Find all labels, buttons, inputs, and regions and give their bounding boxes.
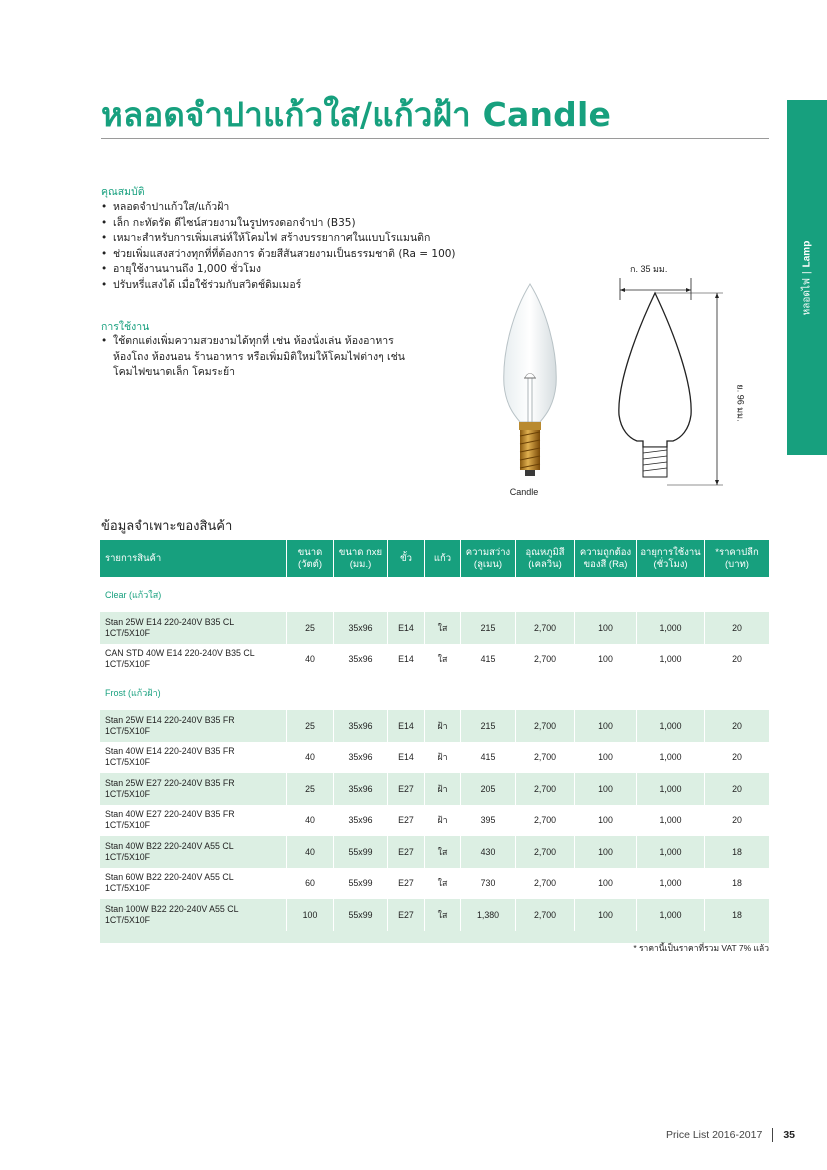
table-header-row [100, 540, 769, 577]
header-product: รายการสินค้า [100, 540, 287, 577]
cell-glass: ฝ้า [425, 773, 461, 805]
cell-base: E14 [388, 710, 425, 742]
usage-item: • ใช้ตกแต่งเพิ่มความสวยงามได้ทุกที่ เช่น ห้องนั่งเล่น ห้องอาหาร ห้องโถง ห้องนอน ร้านอาหาร หรือเพิ่มมิติใหม่ให้โคมไฟต่างๆ เช่น โคมไฟขนาดเล็ก โคมระย้า [101, 334, 406, 381]
side-tab-label-en: Lamp [801, 240, 813, 267]
cell-kelvin: 2,700 [516, 773, 575, 805]
group-label: Frost (แก้วฝ้า) [100, 675, 769, 710]
product-name-line2: 1CT/5X10F [105, 851, 150, 862]
product-name-line1: Stan 40W E27 220-240V B35 FR [105, 809, 235, 820]
bulb-caption: Candle [509, 487, 539, 497]
cell-watt: 40 [287, 644, 334, 676]
cell-lumen: 730 [461, 868, 516, 900]
product-name-line2: 1CT/5X10F [105, 627, 150, 638]
cell-ra: 100 [575, 773, 637, 805]
cell-kelvin: 2,700 [516, 612, 575, 644]
cell-watt: 60 [287, 868, 334, 900]
title-divider [101, 138, 769, 139]
product-name [100, 805, 287, 837]
product-name-line1: Stan 100W B22 220-240V A55 CL [105, 903, 239, 914]
header-lumen: ความสว่าง (ลูเมน) [461, 540, 516, 577]
cell-base: E27 [388, 899, 425, 931]
cell-ra: 100 [575, 805, 637, 837]
cell-life: 1,000 [637, 899, 705, 931]
cell-price: 20 [732, 752, 742, 763]
cell-watt: 25 [287, 773, 334, 805]
vat-footnote: * ราคานี้เป็นราคาที่รวม VAT 7% แล้ว [633, 943, 769, 953]
table-row [100, 899, 769, 931]
cell-price: 18 [705, 899, 769, 931]
cell-price: 20 [705, 612, 769, 644]
page-title: หลอดจำปาแก้วใส/แก้วฝ้า Candle [101, 95, 612, 134]
cell-base: E14 [388, 612, 425, 644]
cell-kelvin: 2,700 [516, 644, 575, 676]
cell-ra: 100 [575, 710, 637, 742]
product-name-line1: Stan 25W E14 220-240V B35 CL [105, 616, 235, 627]
cell-size: 35x96 [334, 773, 388, 805]
cell-life: 1,000 [637, 644, 705, 676]
cell-lumen: 430 [461, 836, 516, 868]
dimension-drawing [605, 255, 735, 495]
cell-kelvin: 2,700 [516, 899, 575, 931]
cell-watt: 40 [287, 836, 334, 868]
header-glass: แก้ว [425, 540, 461, 577]
cell-base: E14 [388, 742, 425, 774]
cell-base: E27 [388, 805, 425, 837]
cell-life: 1,000 [637, 868, 705, 900]
cell-ra: 100 [575, 742, 637, 774]
table-row [100, 868, 769, 900]
spec-title: ข้อมูลจำเพาะของสินค้า [101, 519, 233, 534]
cell-kelvin: 2,700 [516, 742, 575, 774]
product-name-line2: 1CT/5X10F [105, 757, 150, 768]
table-row [100, 773, 769, 805]
cell-ra: 100 [575, 836, 637, 868]
table-body [100, 577, 769, 943]
product-name [100, 742, 287, 774]
cell-glass: ฝ้า [425, 805, 461, 837]
cell-size: 35x96 [334, 612, 388, 644]
features-heading: คุณสมบัติ [101, 186, 145, 198]
cell-size: 35x96 [334, 710, 388, 742]
cell-lumen: 215 [461, 612, 516, 644]
feature-item: • ช่วยเพิ่มแสงสว่างทุกที่ที่ต้องการ ด้วยสีสันสวยงามเป็นธรรมชาติ (Ra = 100) [101, 247, 521, 263]
table-row [100, 805, 769, 837]
table-row [100, 836, 769, 868]
table-row [100, 742, 769, 774]
cell-life: 1,000 [637, 773, 705, 805]
cell-watt: 40 [287, 742, 334, 774]
cell-glass: ใส [425, 899, 461, 931]
product-name-line1: Stan 40W E14 220-240V B35 FR [105, 746, 235, 757]
cell-base: E27 [388, 836, 425, 868]
cell-glass: ใส [425, 868, 461, 900]
cell-base: E27 [388, 773, 425, 805]
header-watt: ขนาด (วัตต์) [287, 540, 334, 577]
table-group-row [100, 675, 769, 710]
cell-lumen: 395 [461, 805, 516, 837]
cell-kelvin: 2,700 [516, 710, 575, 742]
cell-life: 1,000 [637, 612, 705, 644]
cell-size: 55x99 [334, 899, 388, 931]
product-name-line1: CAN STD 40W E14 220-240V B35 CL [105, 648, 255, 659]
cell-price: 20 [732, 654, 742, 665]
cell-price: 20 [732, 815, 742, 826]
product-name-line2: 1CT/5X10F [105, 820, 150, 831]
cell-price: 18 [705, 836, 769, 868]
cell-kelvin: 2,700 [516, 836, 575, 868]
cell-life: 1,000 [637, 742, 705, 774]
header-life: อายุการใช้งาน (ชั่วโมง) [637, 540, 705, 577]
cell-kelvin: 2,700 [516, 868, 575, 900]
cell-lumen: 215 [461, 710, 516, 742]
height-dimension-label: ย. 96 มม. [735, 384, 746, 422]
cell-glass: ใส [425, 836, 461, 868]
usage-heading: การใช้งาน [101, 321, 150, 333]
cell-glass: ใส [425, 612, 461, 644]
cell-glass: ฝ้า [425, 742, 461, 774]
features-list [101, 200, 521, 293]
product-name [100, 836, 287, 868]
header-ra: ความถูกต้อง ของสี (Ra) [575, 540, 637, 577]
header-price: *ราคาปลีก (บาท) [705, 540, 769, 577]
cell-life: 1,000 [637, 805, 705, 837]
candle-bulb-photo [492, 280, 568, 480]
side-tab-label-th: หลอดไฟ [801, 277, 813, 315]
cell-life: 1,000 [637, 836, 705, 868]
product-name [100, 644, 287, 676]
cell-life: 1,000 [637, 710, 705, 742]
product-name-line2: 1CT/5X10F [105, 883, 150, 894]
cell-ra: 100 [575, 868, 637, 900]
cell-size: 55x99 [334, 836, 388, 868]
cell-price: 20 [705, 773, 769, 805]
product-name-line1: Stan 25W E27 220-240V B35 FR [105, 777, 235, 788]
cell-base: E27 [388, 868, 425, 900]
group-label: Clear (แก้วใส) [100, 577, 769, 612]
feature-item: • เหมาะสำหรับการเพิ่มเสน่ห์ให้โคมไฟ สร้างบรรยากาศในแบบโรแมนติก [101, 231, 521, 247]
product-name-line2: 1CT/5X10F [105, 659, 150, 670]
cell-kelvin: 2,700 [516, 805, 575, 837]
table-row [100, 612, 769, 644]
feature-item: • อายุใช้งานนานถึง 1,000 ชั่วโมง [101, 262, 521, 278]
cell-lumen: 415 [461, 742, 516, 774]
cell-lumen: 415 [461, 644, 516, 676]
footer-text: Price List 2016-2017 [666, 1129, 763, 1141]
header-base: ขั้ว [388, 540, 425, 577]
product-name-line1: Stan 60W B22 220-240V A55 CL [105, 872, 234, 883]
product-name [100, 868, 287, 900]
product-name-line2: 1CT/5X10F [105, 914, 150, 925]
spec-table [100, 540, 769, 943]
cell-watt: 40 [287, 805, 334, 837]
feature-item: • ปรับหรี่แสงได้ เมื่อใช้ร่วมกับสวิตช์ดิมเมอร์ [101, 278, 521, 294]
product-name-line1: Stan 25W E14 220-240V B35 FR [105, 714, 235, 725]
cell-glass: ฝ้า [425, 710, 461, 742]
feature-item: • หลอดจำปาแก้วใส/แก้วฝ้า [101, 200, 521, 216]
cell-price: 20 [705, 710, 769, 742]
cell-ra: 100 [575, 899, 637, 931]
product-name [100, 899, 287, 931]
table-group-row [100, 577, 769, 612]
cell-base: E14 [388, 644, 425, 676]
cell-lumen: 205 [461, 773, 516, 805]
product-name-line2: 1CT/5X10F [105, 788, 150, 799]
product-name [100, 773, 287, 805]
cell-price: 18 [732, 878, 742, 889]
cell-size: 35x96 [334, 742, 388, 774]
page-footer [600, 1128, 795, 1142]
cell-watt: 25 [287, 612, 334, 644]
header-kelvin: อุณหภูมิสี (เคลวิน) [516, 540, 575, 577]
side-tab [787, 100, 827, 455]
cell-lumen: 1,380 [461, 899, 516, 931]
cell-ra: 100 [575, 644, 637, 676]
cell-size: 35x96 [334, 644, 388, 676]
cell-size: 55x99 [334, 868, 388, 900]
cell-watt: 100 [287, 899, 334, 931]
cell-watt: 25 [287, 710, 334, 742]
cell-glass: ใส [425, 644, 461, 676]
table-row [100, 644, 769, 676]
cell-ra: 100 [575, 612, 637, 644]
feature-item: • เล็ก กะทัดรัด ดีไซน์สวยงามในรูปทรงดอกจำปา (B35) [101, 216, 521, 232]
cell-size: 35x96 [334, 805, 388, 837]
footer-divider [772, 1128, 773, 1142]
usage-list [101, 334, 406, 381]
table-row [100, 710, 769, 742]
page-number: 35 [783, 1129, 795, 1141]
side-tab-label: หลอดไฟ|Lamp [801, 240, 813, 315]
width-dimension-label: ก. 35 มม. [630, 264, 668, 274]
product-name-line2: 1CT/5X10F [105, 725, 150, 736]
product-name [100, 710, 287, 742]
product-name [100, 612, 287, 644]
header-size: ขนาด กxย (มม.) [334, 540, 388, 577]
product-name-line1: Stan 40W B22 220-240V A55 CL [105, 840, 234, 851]
